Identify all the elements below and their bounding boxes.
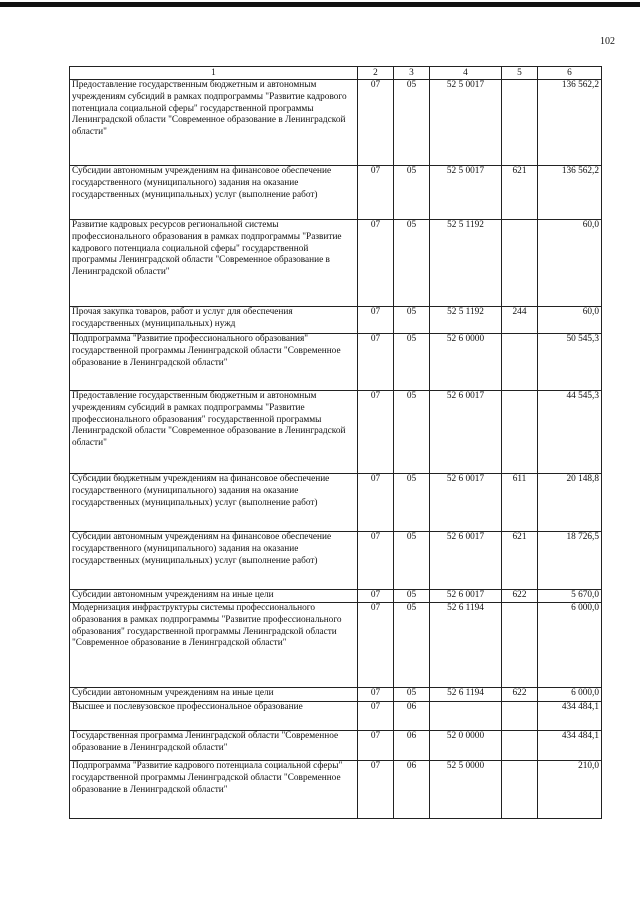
table-row xyxy=(70,334,602,391)
row-name: Субсидии бюджетным учреждениям на финансовое обеспечение государственного (муниципального) задания на оказание государственных (муниципальных) услуг (выполнение работ) xyxy=(70,474,358,532)
row-subsection: 05 xyxy=(394,166,430,220)
row-section: 07 xyxy=(358,166,394,220)
row-target-code: 52 6 0017 xyxy=(430,532,502,590)
row-name: Субсидии автономным учреждениям на иные цели xyxy=(70,590,358,603)
row-subsection: 05 xyxy=(394,688,430,702)
row-subsection: 05 xyxy=(394,391,430,474)
row-expense-type: 622 xyxy=(502,590,538,603)
row-amount: 6 000,0 xyxy=(538,603,602,688)
row-target-code: 52 6 1194 xyxy=(430,603,502,688)
page-number: 102 xyxy=(600,36,615,47)
row-section: 07 xyxy=(358,761,394,819)
table-row xyxy=(70,474,602,532)
row-expense-type: 611 xyxy=(502,474,538,532)
row-amount: 434 484,1 xyxy=(538,702,602,731)
row-target-code: 52 5 0017 xyxy=(430,166,502,220)
row-expense-type xyxy=(502,603,538,688)
row-name: Прочая закупка товаров, работ и услуг для обеспечения государственных (муниципальных) нужд xyxy=(70,307,358,334)
row-expense-type xyxy=(502,731,538,761)
table-row xyxy=(70,590,602,603)
row-target-code: 52 5 1192 xyxy=(430,307,502,334)
row-expense-type xyxy=(502,80,538,166)
row-amount: 434 484,1 xyxy=(538,731,602,761)
row-amount: 60,0 xyxy=(538,307,602,334)
row-expense-type: 244 xyxy=(502,307,538,334)
row-expense-type xyxy=(502,391,538,474)
row-name: Предоставление государственным бюджетным и автономным учреждениям субсидий в рамках подпрограммы "Развитие профессионального образования" государственной программы Ленинградской области "Современное образование в Ленинградской области" xyxy=(70,391,358,474)
row-section: 07 xyxy=(358,474,394,532)
row-name: Развитие кадровых ресурсов региональной системы профессионального образования в рамках подпрограммы "Развитие кадрового потенциала социальной сферы" государственной программы Ленинградской области "Современное образование в Ленинградской области" xyxy=(70,220,358,307)
row-amount: 60,0 xyxy=(538,220,602,307)
top-border-rule xyxy=(0,2,640,7)
row-amount: 6 000,0 xyxy=(538,688,602,702)
row-expense-type xyxy=(502,702,538,731)
row-subsection: 05 xyxy=(394,334,430,391)
row-amount: 136 562,2 xyxy=(538,80,602,166)
table-row xyxy=(70,532,602,590)
row-section: 07 xyxy=(358,80,394,166)
row-subsection: 05 xyxy=(394,603,430,688)
row-target-code: 52 5 0000 xyxy=(430,761,502,819)
row-amount: 50 545,3 xyxy=(538,334,602,391)
row-name: Субсидии автономным учреждениям на иные цели xyxy=(70,688,358,702)
row-subsection: 05 xyxy=(394,80,430,166)
row-section: 07 xyxy=(358,590,394,603)
row-section: 07 xyxy=(358,391,394,474)
table-row xyxy=(70,731,602,761)
row-section: 07 xyxy=(358,307,394,334)
row-section: 07 xyxy=(358,702,394,731)
header-cell: 4 xyxy=(430,67,502,80)
row-amount: 18 726,5 xyxy=(538,532,602,590)
row-expense-type: 621 xyxy=(502,166,538,220)
table-header-row xyxy=(70,67,602,80)
row-subsection: 05 xyxy=(394,590,430,603)
row-amount: 5 670,0 xyxy=(538,590,602,603)
row-section: 07 xyxy=(358,731,394,761)
row-target-code: 52 5 1192 xyxy=(430,220,502,307)
row-section: 07 xyxy=(358,532,394,590)
table-row xyxy=(70,761,602,819)
row-target-code xyxy=(430,702,502,731)
row-name: Субсидии автономным учреждениям на финансовое обеспечение государственного (муниципального) задания на оказание государственных (муниципальных) услуг (выполнение работ) xyxy=(70,532,358,590)
row-expense-type xyxy=(502,220,538,307)
row-target-code: 52 6 0017 xyxy=(430,391,502,474)
row-section: 07 xyxy=(358,334,394,391)
row-name: Модернизация инфраструктуры системы профессионального образования в рамках подпрограммы "Развитие профессионального образования" государственной программы Ленинградской области "Современное образование в Ленинградской области" xyxy=(70,603,358,688)
row-amount: 136 562,2 xyxy=(538,166,602,220)
row-name: Государственная программа Ленинградской области "Современное образование в Ленинградской области" xyxy=(70,731,358,761)
row-expense-type xyxy=(502,761,538,819)
budget-table xyxy=(69,66,602,819)
row-section: 07 xyxy=(358,220,394,307)
row-subsection: 05 xyxy=(394,220,430,307)
row-subsection: 06 xyxy=(394,731,430,761)
row-amount: 210,0 xyxy=(538,761,602,819)
row-name: Подпрограмма "Развитие профессионального образования" государственной программы Ленинградской области "Современное образование в Ленинградской области" xyxy=(70,334,358,391)
table-row xyxy=(70,80,602,166)
row-name: Подпрограмма "Развитие кадрового потенциала социальной сферы" государственной программы Ленинградской области "Современное образование в Ленинградской области" xyxy=(70,761,358,819)
table-row xyxy=(70,702,602,731)
header-cell: 2 xyxy=(358,67,394,80)
row-name: Предоставление государственным бюджетным и автономным учреждениям субсидий в рамках подпрограммы "Развитие кадрового потенциала социальной сферы" государственной программы Ленинградской области "Современное образование в Ленинградской области" xyxy=(70,80,358,166)
header-cell: 3 xyxy=(394,67,430,80)
row-section: 07 xyxy=(358,688,394,702)
table-row xyxy=(70,391,602,474)
table-row xyxy=(70,603,602,688)
row-name: Субсидии автономным учреждениям на финансовое обеспечение государственного (муниципального) задания на оказание государственных (муниципальных) услуг (выполнение работ) xyxy=(70,166,358,220)
row-subsection: 06 xyxy=(394,761,430,819)
table-row xyxy=(70,220,602,307)
row-target-code: 52 6 0017 xyxy=(430,590,502,603)
row-subsection: 06 xyxy=(394,702,430,731)
header-cell: 1 xyxy=(70,67,358,80)
row-section: 07 xyxy=(358,603,394,688)
row-expense-type: 622 xyxy=(502,688,538,702)
row-amount: 20 148,8 xyxy=(538,474,602,532)
row-expense-type: 621 xyxy=(502,532,538,590)
row-target-code: 52 0 0000 xyxy=(430,731,502,761)
header-cell: 5 xyxy=(502,67,538,80)
row-target-code: 52 6 0017 xyxy=(430,474,502,532)
table-row xyxy=(70,688,602,702)
table-row xyxy=(70,307,602,334)
row-name: Высшее и послевузовское профессиональное образование xyxy=(70,702,358,731)
row-expense-type xyxy=(502,334,538,391)
row-subsection: 05 xyxy=(394,307,430,334)
row-subsection: 05 xyxy=(394,474,430,532)
row-target-code: 52 6 0000 xyxy=(430,334,502,391)
row-target-code: 52 6 1194 xyxy=(430,688,502,702)
header-cell: 6 xyxy=(538,67,602,80)
row-amount: 44 545,3 xyxy=(538,391,602,474)
table-row xyxy=(70,166,602,220)
row-target-code: 52 5 0017 xyxy=(430,80,502,166)
row-subsection: 05 xyxy=(394,532,430,590)
